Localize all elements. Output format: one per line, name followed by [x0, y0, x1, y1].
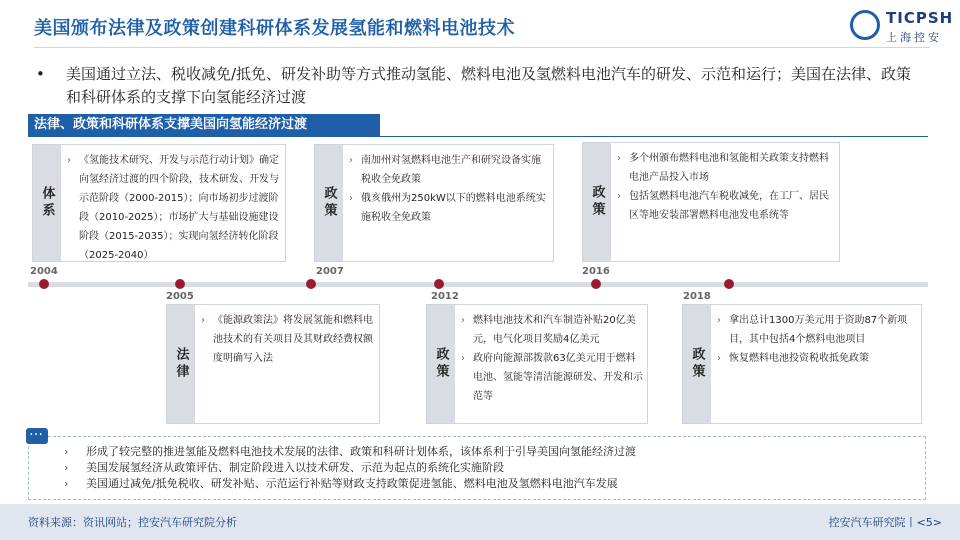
card-label: 政策: [583, 143, 611, 261]
card-item: › 拿出总计1300万美元用于资助87个新项目，其中包括4个燃料电池项目: [715, 311, 917, 349]
intro-text: 美国通过立法、税收减免/抵免、研发补助等方式推动氢能、燃料电池及氢燃料电池汽车的研发、示范和运行；美国在法律、政策和科研体系的支撑下向氢能经济过渡: [66, 65, 912, 106]
page-number: 控安汽车研究院丨<5>: [828, 516, 942, 529]
card-item: › 俄亥俄州为250kW以下的燃料电池系统实施税收全免政策: [347, 189, 549, 227]
card-2004: [32, 144, 286, 262]
title-divider: [34, 47, 930, 48]
source-note: 资料来源：资讯网站；控安汽车研究院分析: [28, 516, 237, 529]
company-logo: [850, 8, 954, 48]
summary-item: › 美国通过减免/抵免税收、研发补贴、示范运行补贴等财政支持政策促进氢能、燃料电池及氢燃料电池汽车发展: [64, 476, 924, 492]
card-2016: [582, 142, 840, 262]
summary-item: › 形成了较完整的推进氢能及燃料电池技术发展的法律、政策和科研计划体系，该体系利于引导美国向氢能经济过渡: [64, 444, 924, 460]
banner-underline: [28, 136, 928, 137]
summary-list: [64, 444, 924, 492]
timeline-bar: [28, 282, 928, 287]
timeline-dot: [39, 279, 49, 289]
card-label: 体系: [33, 145, 61, 261]
card-label: 政策: [315, 145, 343, 261]
year-label: 2016: [582, 266, 610, 277]
year-label: 2005: [166, 291, 194, 302]
section-banner: 法律、政策和科研体系支撑美国向氢能经济过渡: [28, 114, 380, 136]
card-item: › 南加州对氢燃料电池生产和研究设备实施税收全免政策: [347, 151, 549, 189]
timeline-dot: [306, 279, 316, 289]
card-item: › 多个州颁布燃料电池和氢能相关政策支持燃料电池产品投入市场: [615, 149, 835, 187]
card-label: 政策: [427, 305, 455, 423]
timeline-dot: [724, 279, 734, 289]
card-label: 政策: [683, 305, 711, 423]
year-label: 2012: [431, 291, 459, 302]
card-label: 法律: [167, 305, 195, 423]
card-2005: [166, 304, 380, 424]
logo-mark-icon: [850, 10, 880, 40]
card-item: › 燃料电池技术和汽车制造补贴20亿美元，电气化项目奖励4亿美元: [459, 311, 643, 349]
card-2007: [314, 144, 554, 262]
card-item: › 恢复燃料电池投资税收抵免政策: [715, 349, 917, 368]
timeline-dot: [591, 279, 601, 289]
bullet-dot-icon: •: [36, 65, 45, 83]
year-label: 2007: [316, 266, 344, 277]
chat-bubble-icon: [26, 428, 48, 444]
year-label: 2018: [683, 291, 711, 302]
timeline-dot: [175, 279, 185, 289]
card-2018: [682, 304, 922, 424]
card-2012: [426, 304, 648, 424]
card-item: › 《氢能技术研究、开发与示范行动计划》确定向氢经济过渡的四个阶段，技术研发、开发与示范阶段（2000-2015）；向市场初步过渡阶段（2010-2025）；市场扩大与基础设施建设阶段（2015-2035）；实现向氢经济转化阶段（2025-2040）: [65, 151, 281, 265]
card-item: › 政府向能源部拨款63亿美元用于燃料电池、氢能等清洁能源研发、开发和示范等: [459, 349, 643, 406]
card-item: › 包括氢燃料电池汽车税收减免，在工厂、居民区等地安装部署燃料电池发电系统等: [615, 187, 835, 225]
logo-subtext: 上海控安: [886, 31, 942, 44]
year-label: 2004: [30, 266, 58, 277]
card-item: › 《能源政策法》将发展氢能和燃料电池技术的有关项目及其财政经费权额度明确写入法: [199, 311, 375, 368]
summary-item: › 美国发展氢经济从政策评估、制定阶段进入以技术研发、示范为起点的系统化实施阶段: [64, 460, 924, 476]
timeline-dot: [434, 279, 444, 289]
page-title: 美国颁布法律及政策创建科研体系发展氢能和燃料电池技术: [34, 18, 515, 39]
logo-text: TICPSH: [886, 9, 954, 27]
